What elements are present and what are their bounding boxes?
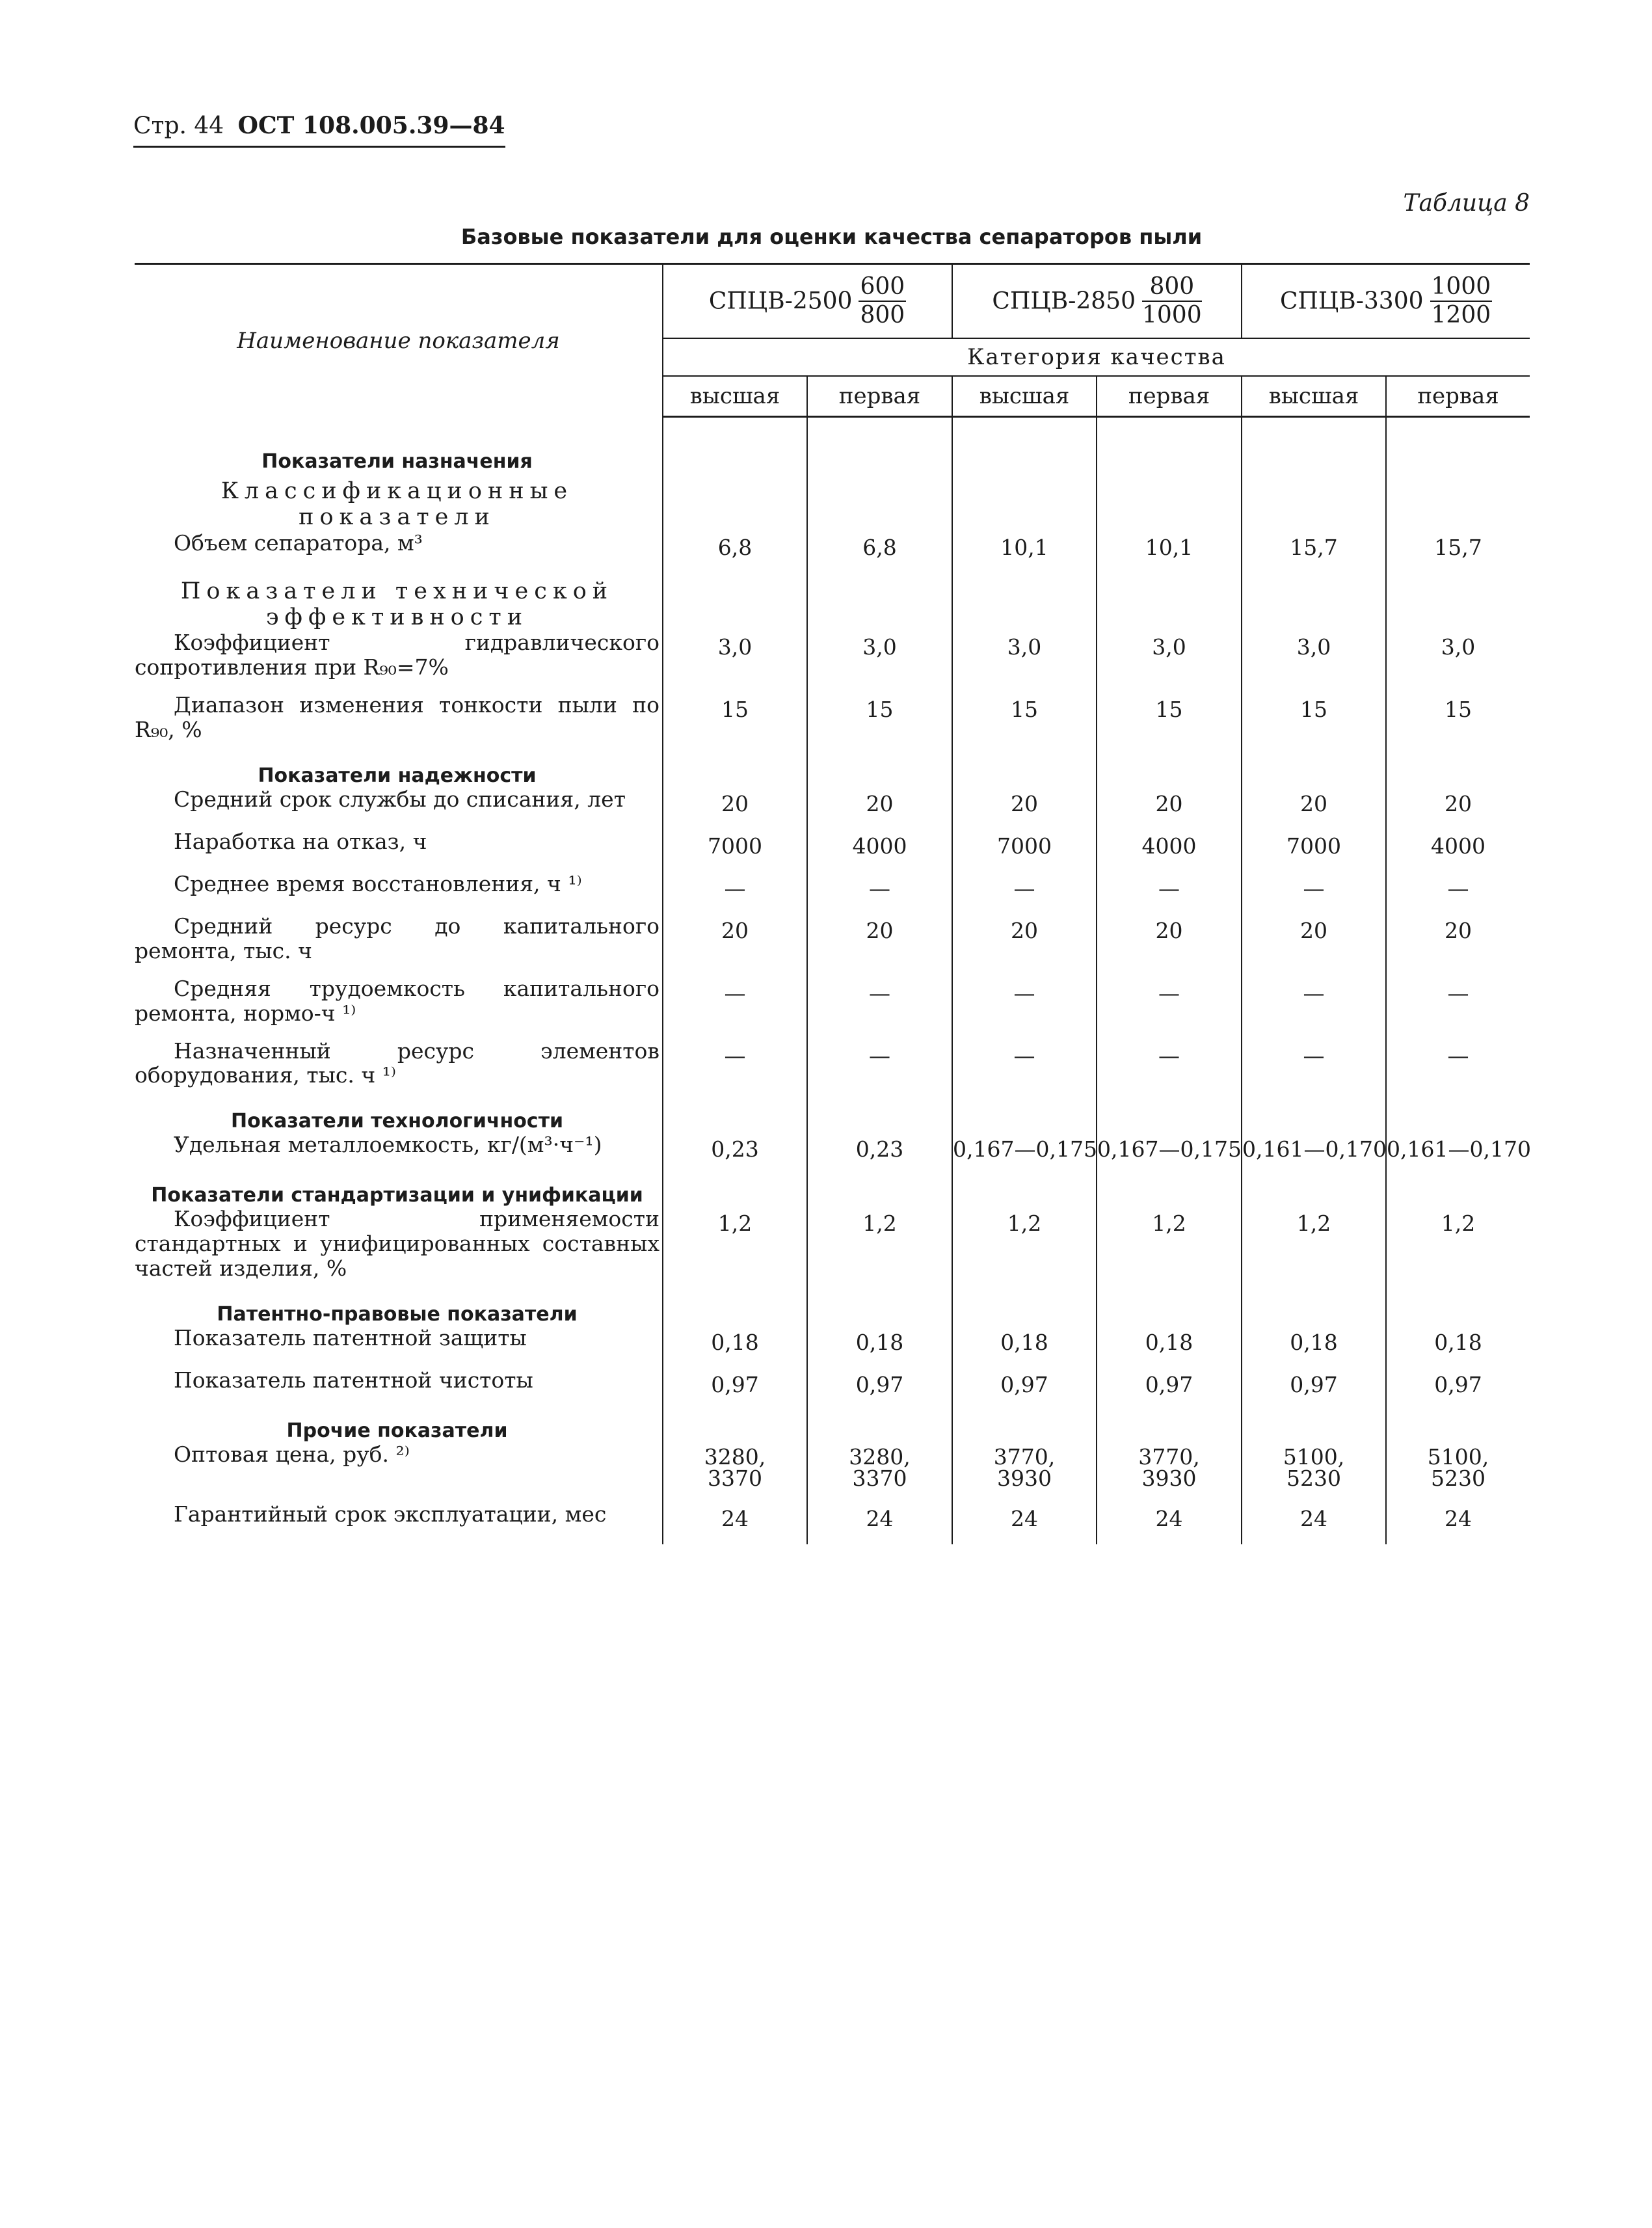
empty-cell [1242, 573, 1386, 631]
empty-cell [1097, 1175, 1242, 1207]
section-heading: Прочие показатели [286, 1419, 508, 1443]
empty-cell [1386, 473, 1530, 531]
section-heading: Показатели технологичности [231, 1110, 563, 1133]
model-name: СПЦВ-2850 [992, 288, 1136, 315]
indicator-label: Показатель патентной защиты [174, 1325, 527, 1351]
label-cell [135, 1326, 663, 1368]
label-cell [135, 1502, 663, 1544]
value-cell: 24 [663, 1502, 807, 1544]
value-cell: 0,97 [1242, 1368, 1386, 1410]
label-cell [135, 914, 663, 976]
value-cell: 7000 [1242, 829, 1386, 872]
value-cell: — [1386, 872, 1530, 914]
category-header: высшая [1242, 376, 1386, 417]
empty-cell [952, 1294, 1097, 1326]
value-cell: 20 [807, 787, 952, 829]
section-heading: Патентно-правовые показатели [217, 1303, 578, 1326]
value-cell: 0,18 [807, 1326, 952, 1368]
value-cell: 3770, 3930 [952, 1442, 1097, 1502]
empty-cell [663, 573, 807, 631]
value-cell: 10,1 [1097, 531, 1242, 573]
value-cell: — [1242, 976, 1386, 1039]
table-row [135, 1442, 1530, 1502]
value-cell: 24 [1097, 1502, 1242, 1544]
table-row [135, 630, 1530, 693]
label-cell [135, 531, 663, 573]
table-body [135, 417, 1530, 1545]
section-row [135, 755, 1530, 787]
empty-cell [952, 1410, 1097, 1442]
name-column-header: Наименование показателя [135, 264, 663, 417]
table-row [135, 1039, 1530, 1101]
spacer-cell [135, 417, 663, 442]
value-cell: — [1386, 1039, 1530, 1101]
empty-cell [1242, 1294, 1386, 1326]
value-cell: 5100, 5230 [1242, 1442, 1386, 1502]
value-cell: — [1242, 872, 1386, 914]
empty-cell [807, 1101, 952, 1133]
value-cell: 0,18 [1242, 1326, 1386, 1368]
indicator-label: Гарантийный срок эксплуатации, мес [174, 1501, 607, 1527]
indicator-label: Удельная металлоемкость, кг/(м³·ч⁻¹) [174, 1132, 602, 1158]
value-cell: 20 [952, 914, 1097, 976]
value-cell: 1,2 [663, 1207, 807, 1294]
fraction-numerator: 1000 [1430, 275, 1493, 302]
value-cell: 6,8 [807, 531, 952, 573]
empty-cell [1386, 441, 1530, 473]
empty-cell [807, 1294, 952, 1326]
empty-cell [1242, 1410, 1386, 1442]
value-cell: 0,23 [807, 1133, 952, 1175]
value-cell: 1,2 [1242, 1207, 1386, 1294]
value-cell: 24 [807, 1502, 952, 1544]
value-cell: 0,97 [1386, 1368, 1530, 1410]
value-cell: 3,0 [952, 630, 1097, 693]
value-cell: — [1386, 976, 1530, 1039]
category-header: высшая [952, 376, 1097, 417]
empty-cell [663, 1101, 807, 1133]
empty-cell [1386, 417, 1530, 442]
table-row [135, 872, 1530, 914]
value-cell: 7000 [952, 829, 1097, 872]
value-cell: 1,2 [1097, 1207, 1242, 1294]
value-cell: 3280, 3370 [807, 1442, 952, 1502]
value-cell: — [1097, 1039, 1242, 1101]
table-row [135, 693, 1530, 755]
table-row [135, 1502, 1530, 1544]
value-cell: — [663, 872, 807, 914]
value-cell: 6,8 [663, 531, 807, 573]
empty-cell [1097, 1294, 1242, 1326]
section-row [135, 1410, 1530, 1442]
value-cell: 15 [1097, 693, 1242, 755]
value-cell: 15 [1242, 693, 1386, 755]
page-header [133, 112, 505, 148]
empty-cell [1242, 417, 1386, 442]
label-cell [135, 1368, 663, 1410]
value-cell: 4000 [1097, 829, 1242, 872]
model-header-1 [663, 264, 952, 339]
label-cell [135, 787, 663, 829]
section-row [135, 1101, 1530, 1133]
section-heading: Классификационные показатели [220, 478, 574, 531]
value-cell: 20 [1097, 787, 1242, 829]
section-row [135, 1294, 1530, 1326]
section-heading: Показатели стандартизации и унификации [151, 1184, 643, 1207]
fraction-denominator: 1000 [1142, 302, 1202, 329]
table-label: Таблица 8 [1403, 190, 1530, 217]
indicator-label: Коэффициент гидравлического сопротивления при R₉₀=7% [135, 630, 659, 680]
value-cell: 0,23 [663, 1133, 807, 1175]
value-cell: 0,97 [1097, 1368, 1242, 1410]
value-cell: 20 [952, 787, 1097, 829]
value-cell: 20 [1386, 914, 1530, 976]
empty-cell [807, 441, 952, 473]
table-row [135, 787, 1530, 829]
value-cell: 0,161—0,170 [1386, 1133, 1530, 1175]
section-heading: Показатели надежности [258, 764, 537, 787]
category-header: высшая [663, 376, 807, 417]
label-cell [135, 872, 663, 914]
empty-cell [1242, 1175, 1386, 1207]
spacer-row [135, 417, 1530, 442]
value-cell: 4000 [1386, 829, 1530, 872]
empty-cell [1386, 755, 1530, 787]
value-cell: 15 [663, 693, 807, 755]
empty-cell [1386, 573, 1530, 631]
value-cell: 0,161—0,170 [1242, 1133, 1386, 1175]
label-cell [135, 1207, 663, 1294]
label-cell [135, 976, 663, 1039]
model-header-2 [952, 264, 1242, 339]
label-cell [135, 1039, 663, 1101]
value-cell: 0,18 [952, 1326, 1097, 1368]
value-cell: 3,0 [663, 630, 807, 693]
empty-cell [1097, 417, 1242, 442]
empty-cell [663, 473, 807, 531]
value-cell: — [952, 976, 1097, 1039]
indicator-label: Назначенный ресурс элементов оборудования, тыс. ч ¹⁾ [135, 1038, 659, 1088]
indicator-label: Объем сепаратора, м³ [174, 530, 423, 556]
category-header: первая [1097, 376, 1242, 417]
value-cell: 3280, 3370 [663, 1442, 807, 1502]
empty-cell [952, 1101, 1097, 1133]
section-row [135, 1175, 1530, 1207]
empty-cell [1386, 1175, 1530, 1207]
section-row [135, 473, 1530, 531]
value-cell: 20 [663, 787, 807, 829]
empty-cell [807, 473, 952, 531]
value-cell: 4000 [807, 829, 952, 872]
model-fraction [1142, 275, 1202, 328]
empty-cell [952, 573, 1097, 631]
empty-cell [807, 1175, 952, 1207]
empty-cell [952, 417, 1097, 442]
empty-cell [1242, 1101, 1386, 1133]
value-cell: 20 [1386, 787, 1530, 829]
value-cell: 0,97 [663, 1368, 807, 1410]
empty-cell [1097, 573, 1242, 631]
indicator-label: Диапазон изменения тонкости пыли по R₉₀, % [135, 691, 659, 742]
label-cell [135, 630, 663, 693]
fraction-denominator: 1200 [1431, 302, 1491, 329]
model-fraction [1430, 275, 1493, 328]
table-row [135, 1368, 1530, 1410]
label-cell [135, 1133, 663, 1175]
empty-cell [1097, 473, 1242, 531]
section-heading: Показатели назначения [261, 450, 533, 473]
page-number: Стр. 44 [133, 113, 224, 139]
empty-cell [1386, 1410, 1530, 1442]
value-cell: 15,7 [1386, 531, 1530, 573]
indicator-label: Коэффициент применяемости стандартных и унифицированных составных частей изделия, % [135, 1206, 659, 1282]
empty-cell [1386, 1101, 1530, 1133]
label-cell [135, 1442, 663, 1502]
model-name: СПЦВ-3300 [1279, 288, 1424, 315]
value-cell: 24 [1386, 1502, 1530, 1544]
empty-cell [952, 1175, 1097, 1207]
empty-cell [952, 441, 1097, 473]
empty-cell [1242, 473, 1386, 531]
indicator-label: Оптовая цена, руб. ²⁾ [174, 1442, 410, 1468]
model-header-3 [1242, 264, 1530, 339]
value-cell: 24 [952, 1502, 1097, 1544]
section-heading: Показатели технической эффективности [180, 578, 614, 630]
empty-cell [663, 1294, 807, 1326]
quality-category-header: Категория качества [663, 338, 1530, 376]
value-cell: 3,0 [1242, 630, 1386, 693]
value-cell: 0,97 [952, 1368, 1097, 1410]
value-cell: 0,18 [1386, 1326, 1530, 1368]
empty-cell [1097, 441, 1242, 473]
table-row [135, 914, 1530, 976]
value-cell: 0,18 [1097, 1326, 1242, 1368]
fraction-denominator: 800 [860, 302, 905, 329]
value-cell: — [1097, 976, 1242, 1039]
empty-cell [952, 755, 1097, 787]
value-cell: 7000 [663, 829, 807, 872]
empty-cell [807, 755, 952, 787]
empty-cell [663, 441, 807, 473]
table-row [135, 1133, 1530, 1175]
value-cell: 3,0 [1097, 630, 1242, 693]
section-row [135, 573, 1530, 631]
section-row [135, 441, 1530, 473]
model-name: СПЦВ-2500 [708, 288, 853, 315]
value-cell: 0,18 [663, 1326, 807, 1368]
indicator-label: Показатель патентной чистоты [174, 1367, 533, 1393]
indicator-label: Средняя трудоемкость капитального ремонта, нормо-ч ¹⁾ [135, 975, 659, 1026]
value-cell: 20 [1242, 914, 1386, 976]
empty-cell [807, 1410, 952, 1442]
fraction-numerator: 800 [1142, 275, 1202, 302]
value-cell: 1,2 [952, 1207, 1097, 1294]
table-row [135, 976, 1530, 1039]
value-cell: 0,97 [807, 1368, 952, 1410]
table-row [135, 1207, 1530, 1294]
value-cell: — [807, 976, 952, 1039]
empty-cell [663, 1175, 807, 1207]
empty-cell [663, 1410, 807, 1442]
indicator-label: Наработка на отказ, ч [174, 828, 427, 854]
model-fraction [859, 275, 906, 328]
empty-cell [1242, 441, 1386, 473]
value-cell: 10,1 [952, 531, 1097, 573]
indicator-label: Среднее время восстановления, ч ¹⁾ [174, 870, 582, 896]
empty-cell [663, 755, 807, 787]
label-cell [135, 693, 663, 755]
table-row [135, 1326, 1530, 1368]
indicator-label: Средний ресурс до капитального ремонта, тыс. ч [135, 913, 659, 963]
value-cell: 3,0 [807, 630, 952, 693]
table-title: Базовые показатели для оценки качества сепараторов пыли [460, 224, 1203, 249]
empty-cell [807, 417, 952, 442]
category-header: первая [807, 376, 952, 417]
value-cell: 0,167—0,175 [1097, 1133, 1242, 1175]
value-cell: 15 [807, 693, 952, 755]
value-cell: 0,167—0,175 [952, 1133, 1097, 1175]
value-cell: — [952, 872, 1097, 914]
empty-cell [1242, 755, 1386, 787]
value-cell: — [807, 872, 952, 914]
value-cell: — [952, 1039, 1097, 1101]
standard-code: ОСТ 108.005.39—84 [237, 112, 505, 139]
empty-cell [807, 573, 952, 631]
value-cell: 20 [1242, 787, 1386, 829]
category-header: первая [1386, 376, 1530, 417]
value-cell: — [807, 1039, 952, 1101]
value-cell: 5100, 5230 [1386, 1442, 1530, 1502]
label-cell [135, 829, 663, 872]
indicator-label: Средний срок службы до списания, лет [174, 786, 626, 812]
table-row [135, 531, 1530, 573]
value-cell: 1,2 [807, 1207, 952, 1294]
empty-cell [1097, 755, 1242, 787]
value-cell: 3,0 [1386, 630, 1530, 693]
value-cell: 1,2 [1386, 1207, 1530, 1294]
fraction-numerator: 600 [859, 275, 906, 302]
value-cell: — [1242, 1039, 1386, 1101]
value-cell: 20 [663, 914, 807, 976]
value-cell: 24 [1242, 1502, 1386, 1544]
value-cell: 20 [1097, 914, 1242, 976]
value-cell: — [1097, 872, 1242, 914]
empty-cell [952, 473, 1097, 531]
value-cell: — [663, 1039, 807, 1101]
value-cell: 15,7 [1242, 531, 1386, 573]
empty-cell [1097, 1101, 1242, 1133]
table-row [135, 829, 1530, 872]
empty-cell [1097, 1410, 1242, 1442]
value-cell: 15 [952, 693, 1097, 755]
value-cell: — [663, 976, 807, 1039]
value-cell: 15 [1386, 693, 1530, 755]
value-cell: 3770, 3930 [1097, 1442, 1242, 1502]
indicators-table [135, 263, 1530, 1544]
empty-cell [1386, 1294, 1530, 1326]
value-cell: 20 [807, 914, 952, 976]
empty-cell [663, 417, 807, 442]
